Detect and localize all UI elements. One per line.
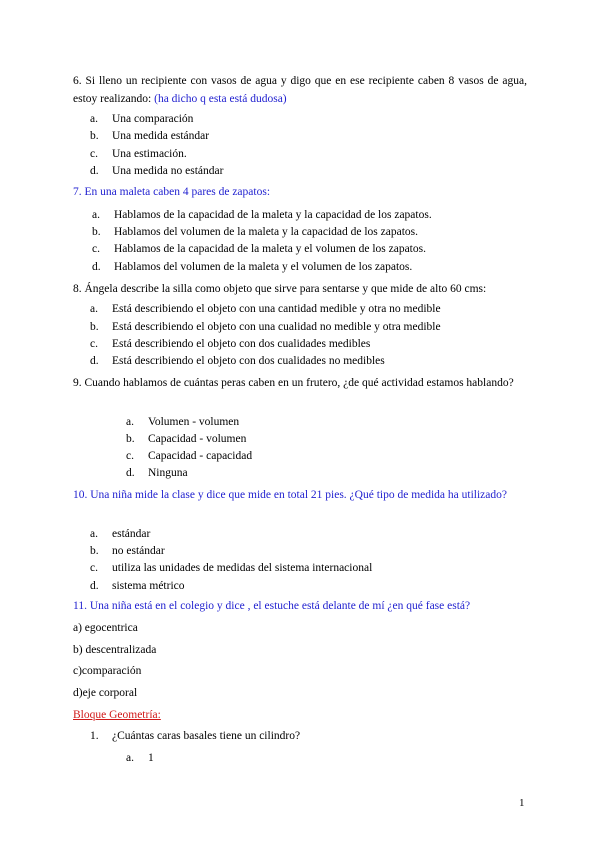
question-6-note: (ha dicho q esta está dudosa) [154, 93, 287, 105]
q6-option-d: d. Una medida no estándar [90, 165, 224, 177]
question-10-text: 10. Una niña mide la clase y dice que mide en total 21 pies. ¿Qué tipo de medida ha utilizado? [73, 489, 507, 501]
q9-option-b: b. Capacidad - volumen [126, 433, 247, 445]
q10-option-d: d. sistema métrico [90, 580, 185, 592]
q8-option-b: b. Está describiendo el objeto con una cualidad no medible y otra medible [90, 321, 441, 333]
q8-option-c: c. Está describiendo el objeto con dos cualidades medibles [90, 338, 371, 350]
q6-option-b: b. Una medida estándar [90, 130, 210, 142]
q7-option-a: a. Hablamos de la capacidad de la maleta y la capacidad de los zapatos. [92, 209, 432, 221]
q9-option-c: c. Capacidad - capacidad [126, 450, 253, 462]
question-9-text: 9. Cuando hablamos de cuántas peras caben en un frutero, ¿de qué actividad estamos hablando? [73, 377, 514, 389]
q11-option-c: c)comparación [73, 665, 142, 677]
question-8-text: 8. Ángela describe la silla como objeto que sirve para sentarse y que mide de alto 60 cms: [73, 283, 487, 295]
q10-option-b: b. no estándar [90, 545, 165, 557]
page-number: 1 [519, 797, 525, 809]
q9-option-d: d. Ninguna [126, 467, 188, 479]
q8-option-d: d. Está describiendo el objeto con dos cualidades no medibles [90, 355, 385, 367]
q11-option-d: d)eje corporal [73, 687, 138, 699]
q6-option-c: c. Una estimación. [90, 148, 187, 160]
q11-option-a: a) egocentrica [73, 622, 138, 634]
question-11-text: 11. Una niña está en el colegio y dice , el estuche está delante de mí ¿en qué fase está? [73, 600, 471, 612]
q6-option-a: a. Una comparación [90, 113, 194, 125]
geometry-question-1: 1. ¿Cuántas caras basales tiene un cilindro? [90, 730, 301, 742]
q11-option-b: b) descentralizada [73, 644, 157, 656]
geometry-q1-option-a: a. 1 [126, 752, 154, 764]
q10-option-a: a. estándar [90, 528, 151, 540]
q9-option-a: a. Volumen - volumen [126, 416, 240, 428]
question-7-text: 7. En una maleta caben 4 pares de zapatos: [73, 186, 271, 198]
q7-option-d: d. Hablamos del volumen de la maleta y el volumen de los zapatos. [92, 261, 413, 273]
q7-option-c: c. Hablamos de la capacidad de la maleta y el volumen de los zapatos. [92, 243, 426, 255]
q7-option-b: b. Hablamos del volumen de la maleta y la capacidad de los zapatos. [92, 226, 418, 238]
question-6 [73, 72, 527, 108]
geometry-heading: Bloque Geometría: [73, 709, 161, 721]
q10-option-c: c. utiliza las unidades de medidas del sistema internacional [90, 562, 373, 574]
question-6-text: 6. Si lleno un recipiente con vasos de agua y digo que en ese recipiente caben 8 vasos de agua, estoy realizando: [73, 75, 527, 105]
q8-option-a: a. Está describiendo el objeto con una cantidad medible y otra no medible [90, 303, 441, 315]
